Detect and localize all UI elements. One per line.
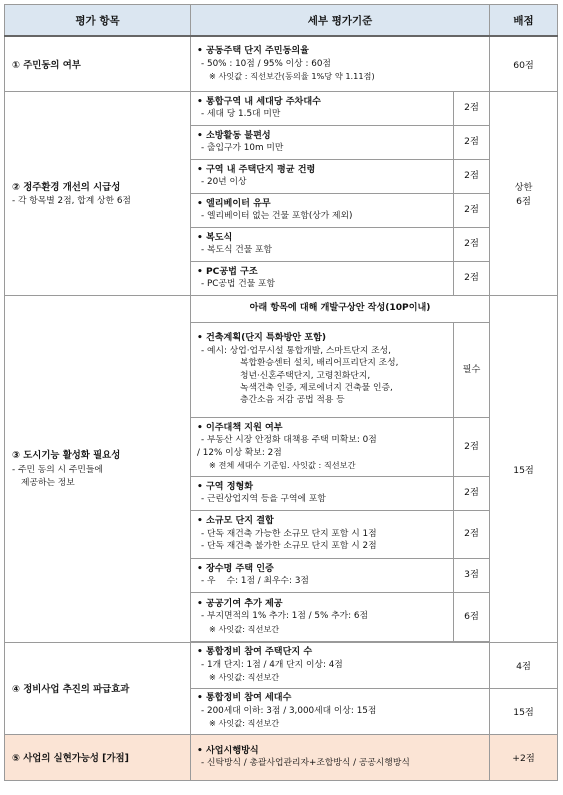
row-2-criterion-6: • PC공법 구조 - PC공법 건물 포함 [191,261,454,295]
row-3-relocation-score: 2점 [454,417,490,476]
row-3-small-complex-score: 2점 [454,510,490,558]
row-2-criterion-4: • 엘리베이터 유무 - 엘리베이터 없는 건물 포함(상가 제외) [191,193,454,227]
row-2-criterion-4-score: 2점 [454,193,490,227]
row-3-longlife-score: 3점 [454,558,490,592]
header-item: 평가 항목 [5,5,191,37]
table-row-bonus [5,734,558,780]
table-row [5,295,558,322]
row-2-criterion-2-score: 2점 [454,125,490,159]
row-2-criterion-3-score: 2점 [454,159,490,193]
row-3-building-plan-score: 필수 [454,322,490,417]
row-5-item: ⑤ 사업의 실현가능성 [가점] [5,734,191,780]
row-5-score: +2점 [490,734,558,780]
row-4-complex-count-score: 4점 [490,642,558,688]
row-3-longlife: • 장수명 주택 인증 - 우 수: 1점 / 최우수: 3점 [191,558,454,592]
row-3-relocation: • 이주대책 지원 여부 - 부동산 시장 안정화 대책용 주택 미확보: 0점 / 12% 이상 확보: 2점 ※ 전체 세대수 기준임. 사잇값 : 직선보간 [191,417,454,476]
header-points: 배점 [490,5,558,37]
evaluation-table [4,4,558,781]
row-4-item: ④ 정비사업 추진의 파급효과 [5,642,191,734]
row-3-item: ③ 도시기능 활성화 필요성 - 주민 동의 시 주민들에 제공하는 정보 [5,295,191,642]
table-row [5,91,558,125]
row-2-criterion-6-score: 2점 [454,261,490,295]
row-1-criteria: • 공동주택 단지 주민동의율 - 50% : 10점 / 95% 이상 : 60점 ※ 사잇값 : 직선보간(동의율 1%당 약 1.11점) [191,36,490,91]
row-3-public-contribution: • 공공기여 추가 제공 - 부지면적의 1% 추가: 1점 / 5% 추가: 6점 ※ 사잇값: 직선보간 [191,592,454,641]
row-3-intro: 아래 항목에 대해 개발구상안 작성(10P이내) [191,295,490,322]
row-2-criterion-5: • 복도식 - 복도식 건물 포함 [191,227,454,261]
row-2-criterion-1: • 통합구역 내 세대당 주차대수 - 세대 당 1.5대 미만 [191,91,454,125]
row-1-score: 60점 [490,36,558,91]
row-4-household-count-score: 15점 [490,688,558,734]
header-criteria: 세부 평가기준 [191,5,490,37]
row-2-total: 상한 6점 [490,91,558,295]
row-4-household-count: • 통합정비 참여 세대수 - 200세대 이하: 3점 / 3,000세대 이상: 15점 ※ 사잇값: 직선보간 [191,688,490,734]
row-2-criterion-3: • 구역 내 주택단지 평균 건령 - 20년 이상 [191,159,454,193]
row-3-total: 15점 [490,295,558,642]
row-2-criterion-2: • 소방활동 불편성 - 출입구가 10m 미만 [191,125,454,159]
row-3-shaping-score: 2점 [454,476,490,510]
row-2-criterion-5-score: 2점 [454,227,490,261]
row-1-item: ① 주민동의 여부 [5,36,191,91]
row-3-small-complex: • 소규모 단지 결합 - 단독 재건축 가능한 소규모 단지 포함 시 1점 - 단독 재건축 불가한 소규모 단지 포함 시 2점 [191,510,454,558]
row-2-item: ② 정주환경 개선의 시급성 - 각 항목별 2점, 합계 상한 6점 [5,91,191,295]
table-header-row [5,5,558,37]
row-2-criterion-1-score: 2점 [454,91,490,125]
table-row [5,36,558,91]
row-4-complex-count: • 통합정비 참여 주택단지 수 - 1개 단지: 1점 / 4개 단지 이상: 4점 ※ 사잇값: 직선보간 [191,642,490,688]
row-5-criteria: • 사업시행방식 - 신탁방식 / 총괄사업관리자+조합방식 / 공공시행방식 [191,734,490,780]
row-3-public-contribution-score: 6점 [454,592,490,641]
table-row [5,642,558,688]
row-3-building-plan: • 건축계획(단지 특화방안 포함) - 예시: 상업·업무시설 통합개발, 스마트단지 조성, 복합환승센터 설치, 배리어프리단지 조성, 청년·신혼주택단지, 고령친화단지, 녹색건축 인증, 제로에너지 건축물 인증, 층간소음 저감 공법 적용 등 [191,322,454,417]
row-3-shaping: • 구역 정형화 - 근린상업지역 등을 구역에 포함 [191,476,454,510]
